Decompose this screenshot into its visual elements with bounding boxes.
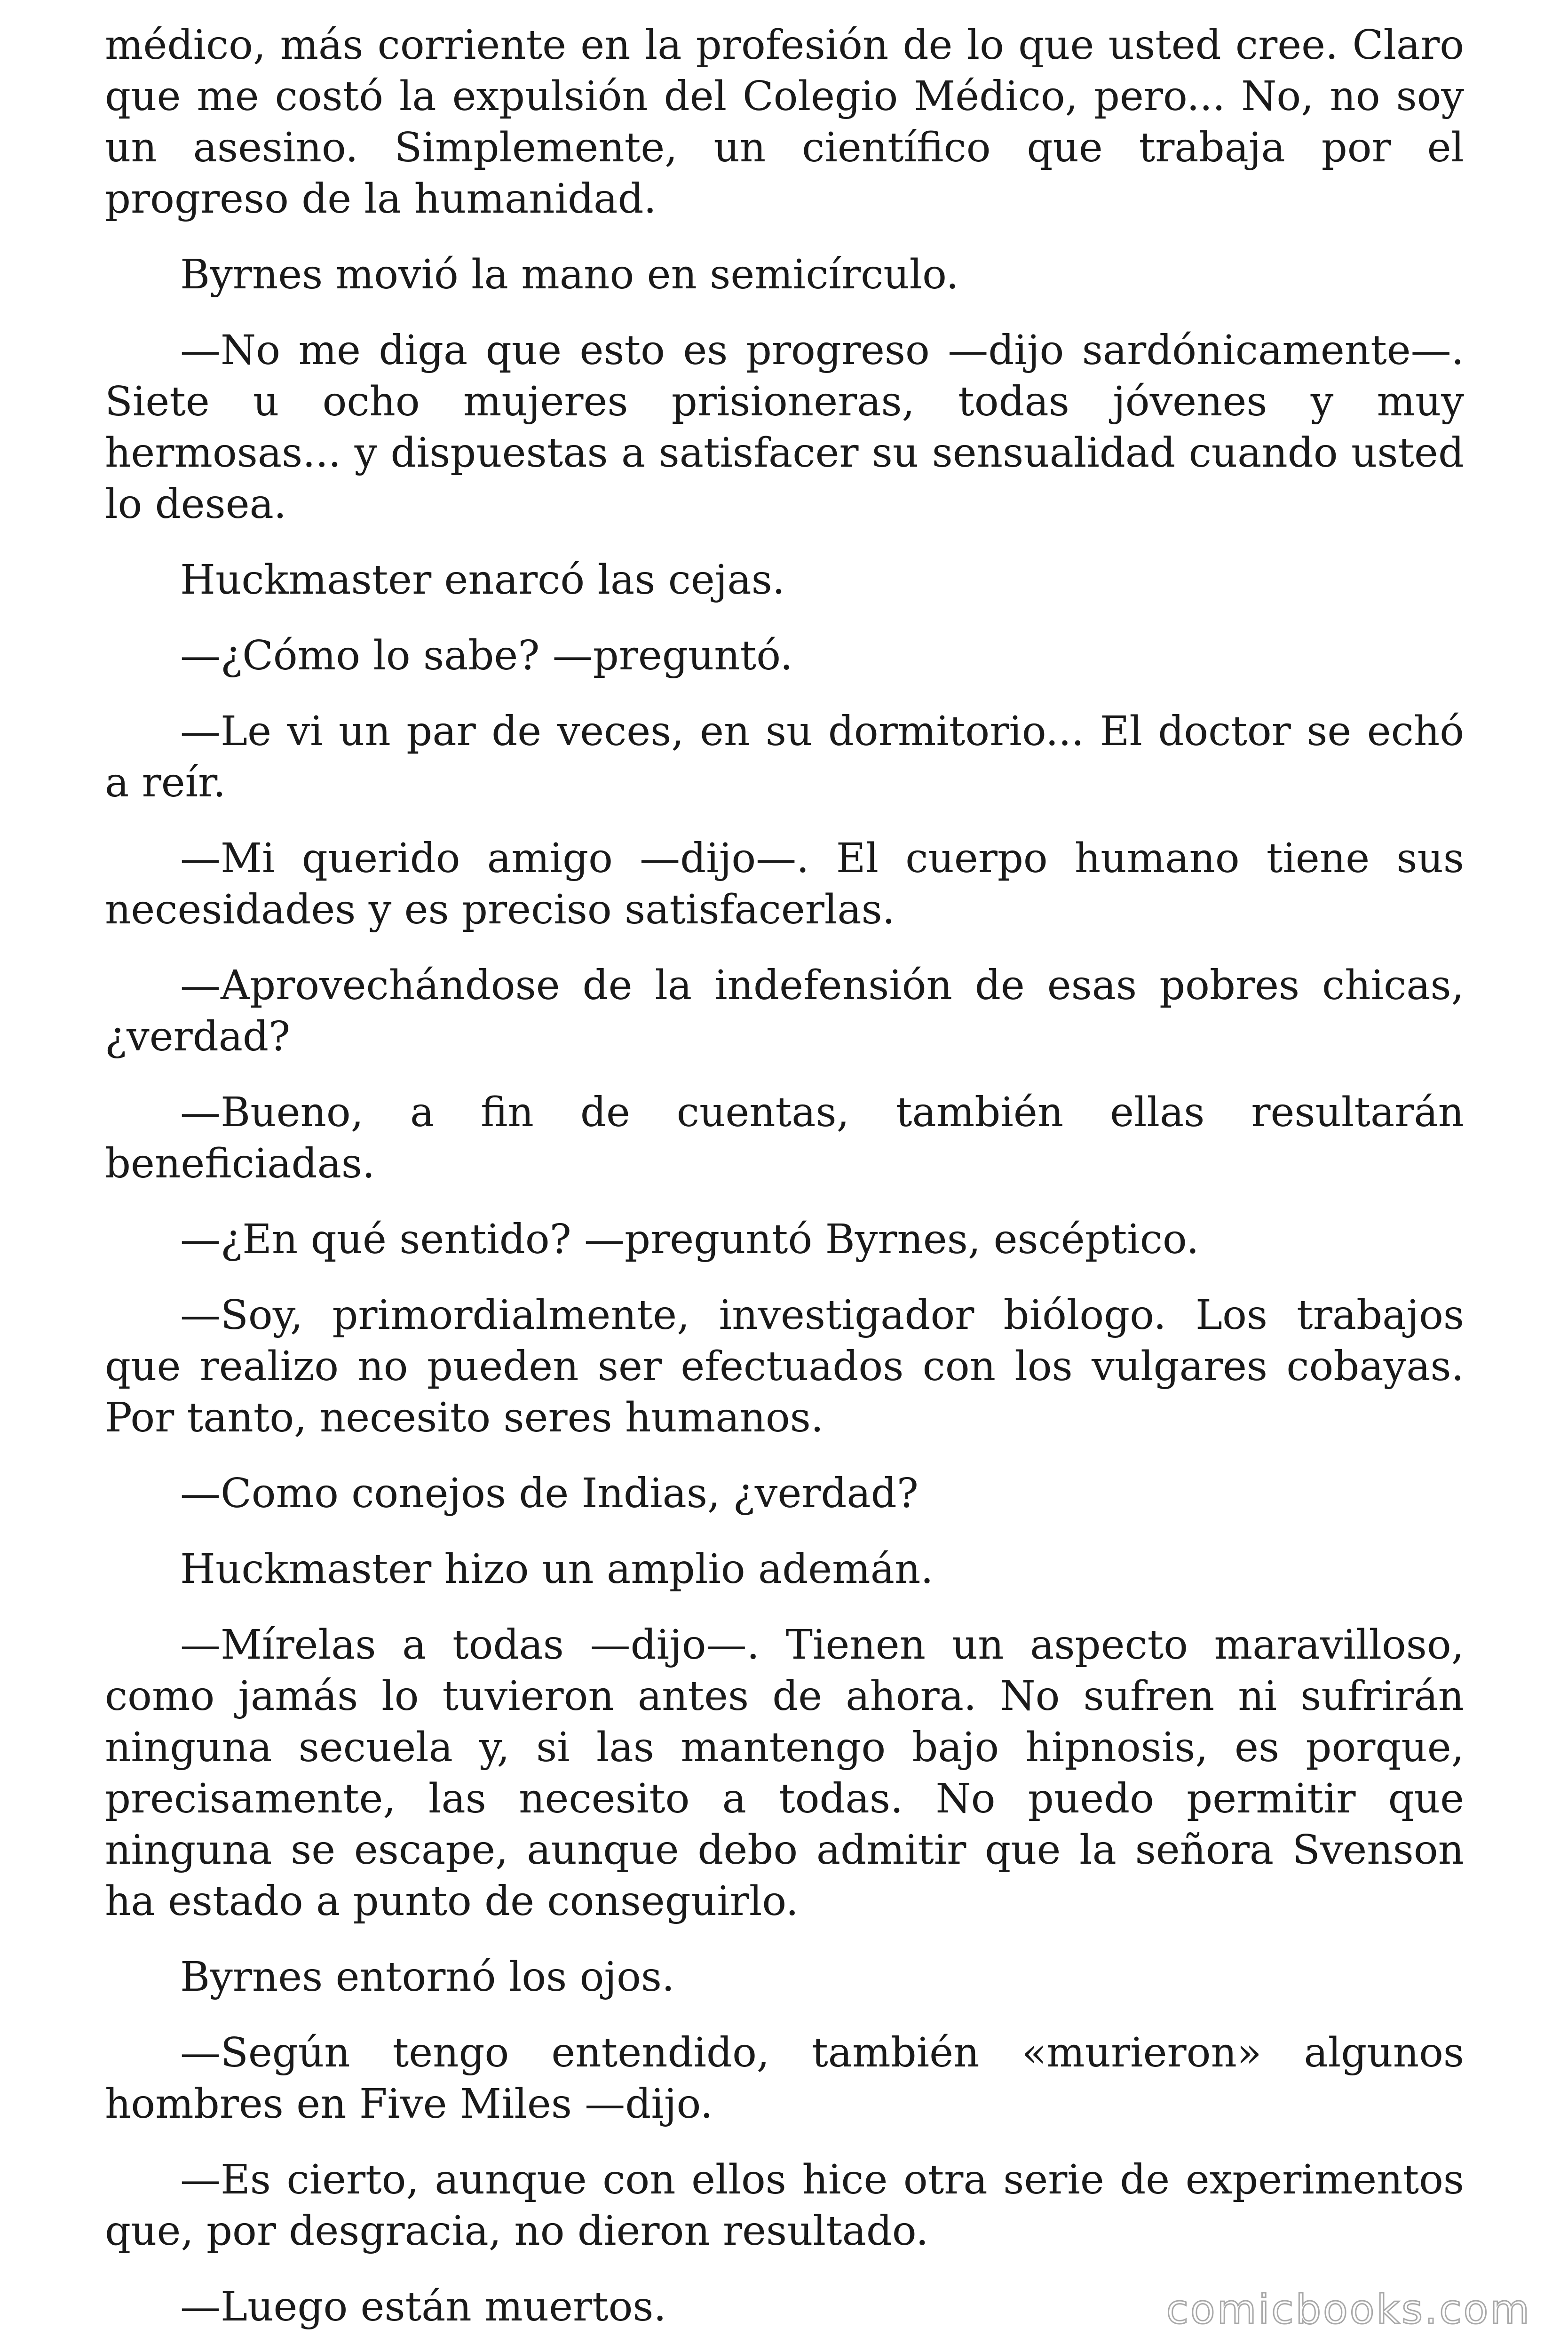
- paragraph-7: —Mi querido amigo —dijo—. El cuerpo humano tiene sus necesidades y es preciso satisfacerlas.: [105, 835, 1464, 933]
- paragraph-16: —Según tengo entendido, también «murieron» algunos hombres en Five Miles —dijo.: [105, 2029, 1464, 2128]
- paragraph-8: —Aprovechándose de la indefensión de esas pobres chicas, ¿verdad?: [105, 962, 1464, 1060]
- book-page-text: [105, 20, 1464, 2352]
- paragraph-9: —Bueno, a fin de cuentas, también ellas resultarán beneficiadas.: [105, 1089, 1464, 1187]
- paragraph-10: —¿En qué sentido? —preguntó Byrnes, escéptico.: [180, 1216, 1199, 1263]
- paragraph-3: —No me diga que esto es progreso —dijo sardónicamente—. Siete u ocho mujeres prisioneras, todas jóvenes y muy hermosas... y dispuestas a satisfacer su sensualidad cuando usted lo desea.: [105, 327, 1464, 528]
- paragraph-13: Huckmaster hizo un amplio ademán.: [180, 1546, 934, 1593]
- paragraph-17: —Es cierto, aunque con ellos hice otra serie de experimentos que, por desgracia, no dieron resultado.: [105, 2156, 1464, 2255]
- paragraph-5: —¿Cómo lo sabe? —preguntó.: [180, 632, 793, 679]
- paragraph-4: Huckmaster enarcó las cejas.: [180, 556, 785, 604]
- watermark: comicbooks.com: [1166, 2286, 1531, 2333]
- paragraph-2: Byrnes movió la mano en semicírculo.: [180, 251, 959, 298]
- paragraph-18: —Luego están muertos.: [180, 2283, 666, 2330]
- paragraph-14: —Mírelas a todas —dijo—. Tienen un aspecto maravilloso, como jamás lo tuvieron antes de ahora. No sufren ni sufrirán ninguna secuela y, si las mantengo bajo hipnosis, es porque, precisamente, las necesito a todas. No puedo permitir que ninguna se escape, aunque debo admitir que la señora Svenson ha estado a punto de conseguirlo.: [105, 1621, 1464, 1925]
- paragraph-6: —Le vi un par de veces, en su dormitorio... El doctor se echó a reír.: [105, 708, 1464, 806]
- paragraph-11: —Soy, primordialmente, investigador biólogo. Los trabajos que realizo no pueden ser efectuados con los vulgares cobayas. Por tanto, necesito seres humanos.: [105, 1292, 1464, 1441]
- paragraph-1: médico, más corriente en la profesión de lo que usted cree. Claro que me costó la expulsión del Colegio Médico, pero... No, no soy un asesino. Simplemente, un científico que trabaja por el progreso de la humanidad.: [105, 22, 1464, 222]
- paragraph-15: Byrnes entornó los ojos.: [180, 1954, 675, 2001]
- paragraph-12: —Como conejos de Indias, ¿verdad?: [180, 1470, 919, 1517]
